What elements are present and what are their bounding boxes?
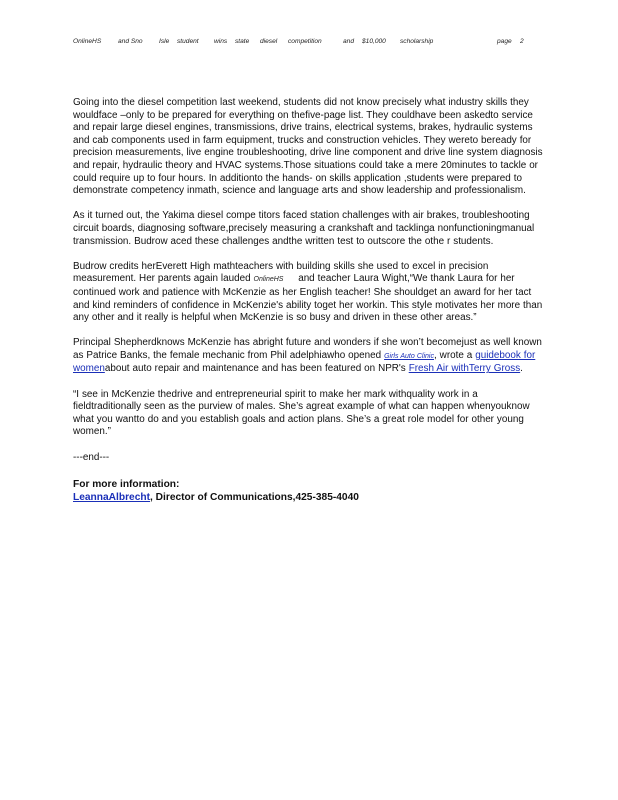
girls-auto-clinic-link[interactable]: Girls Auto Clinic [384, 352, 434, 360]
paragraph-2: As it turned out, the Yakima diesel compe titors faced station challenges with air brakes, troubleshooting circuit boards, diagnosing software,precisely measuring a crankshaft and tacklinga nonfunctioningmanual transmission. Budrow aced these challenges andthe written test to outscore the othe r students. [73, 210, 535, 247]
header-word: Isle [159, 38, 170, 45]
paragraph-4-text-c: about auto repair and maintenance and has been featured on NPR's [104, 363, 406, 375]
contact-line [73, 492, 547, 505]
header-word: diesel [260, 38, 278, 45]
paragraph-3-text-a: Budrow credits herEverett High mathteachers with building skills she used to excel in precision measurement. Her parents again lauded [73, 260, 489, 285]
contact-details: , Director of Communications,425-385-4040 [150, 491, 359, 503]
page-label: page [497, 38, 512, 45]
guidebook-link[interactable]: guidebook for women [73, 349, 536, 375]
header-word: competition [288, 38, 322, 45]
header-word: state [235, 38, 250, 45]
paragraph-5: “I see in McKenzie thedrive and entrepreneurial spirit to make her mark withquality work in a fieldtraditionally seen as the purview of males. She’s agreat example of what can happen whenyouknow what you wantto do and you establish goals and action plans. She’s a great role model for other young women.” [73, 388, 530, 438]
paragraph-3-text-b: and teacher Laura Wight,“We thank Laura for her continued work and patience with McKenzie as her English teacher! She shouldget an award for her tact and kind reminders of confidence in McKenzie's ability toget her workin. This style motivates her more than any other and it really is helpful when McKenzie is so busy and driven in these other areas.” [73, 273, 543, 324]
more-info-title: For more information: [73, 479, 180, 491]
paragraph-4-text-d: . [520, 363, 523, 375]
end-marker: ---end--- [73, 451, 110, 463]
fresh-air-link[interactable]: Fresh Air withTerry Gross [408, 363, 521, 375]
header-word: $10,000 [362, 38, 386, 45]
paragraph-4-text-a: Principal Shepherdknows McKenzie has abright future and wonders if she won’t becomejust as well known as Patrice Banks, the female mechanic from Phil adelphiawho opened [73, 337, 542, 361]
paragraph-4-text-b: , wrote a [434, 349, 473, 361]
paragraph-4 [73, 337, 547, 376]
header-word: student [177, 38, 199, 45]
header-word: wins [214, 38, 228, 45]
header-word: and Sno [118, 38, 143, 45]
onlinehs-italic: OnlineHS [253, 276, 284, 284]
article-body [73, 97, 547, 504]
page-number: 2 [520, 38, 524, 45]
header-word: scholarship [400, 38, 434, 45]
paragraph-3 [73, 261, 547, 325]
contact-name-link[interactable]: LeannaAlbrecht [73, 491, 150, 503]
header-word: and [343, 38, 355, 45]
header-word: OnlineHS [73, 38, 102, 45]
paragraph-1: Going into the diesel competition last weekend, students did not know precisely what industry skills they wouldface –only to be prepared for everything on thefive-page list. They couldhave been askedto service and repair large diesel engines, transmissions, drive trains, electrical systems, brakes, hydraulic systems and cab components used in farm equipment, trucks and construction vehicles. They wereto beready for precision measurements, live engine troubleshooting, drive line component and drive line system diagnosis and repair, hydraulic theory and HVAC systems.Those situations could take a mere 20minutes to tackle or could require up to four hours. In additionto the hands- on skills application ,students were prepared to demonstrate competency inmath, science and language arts and show leadership and professionalism. [73, 97, 543, 197]
